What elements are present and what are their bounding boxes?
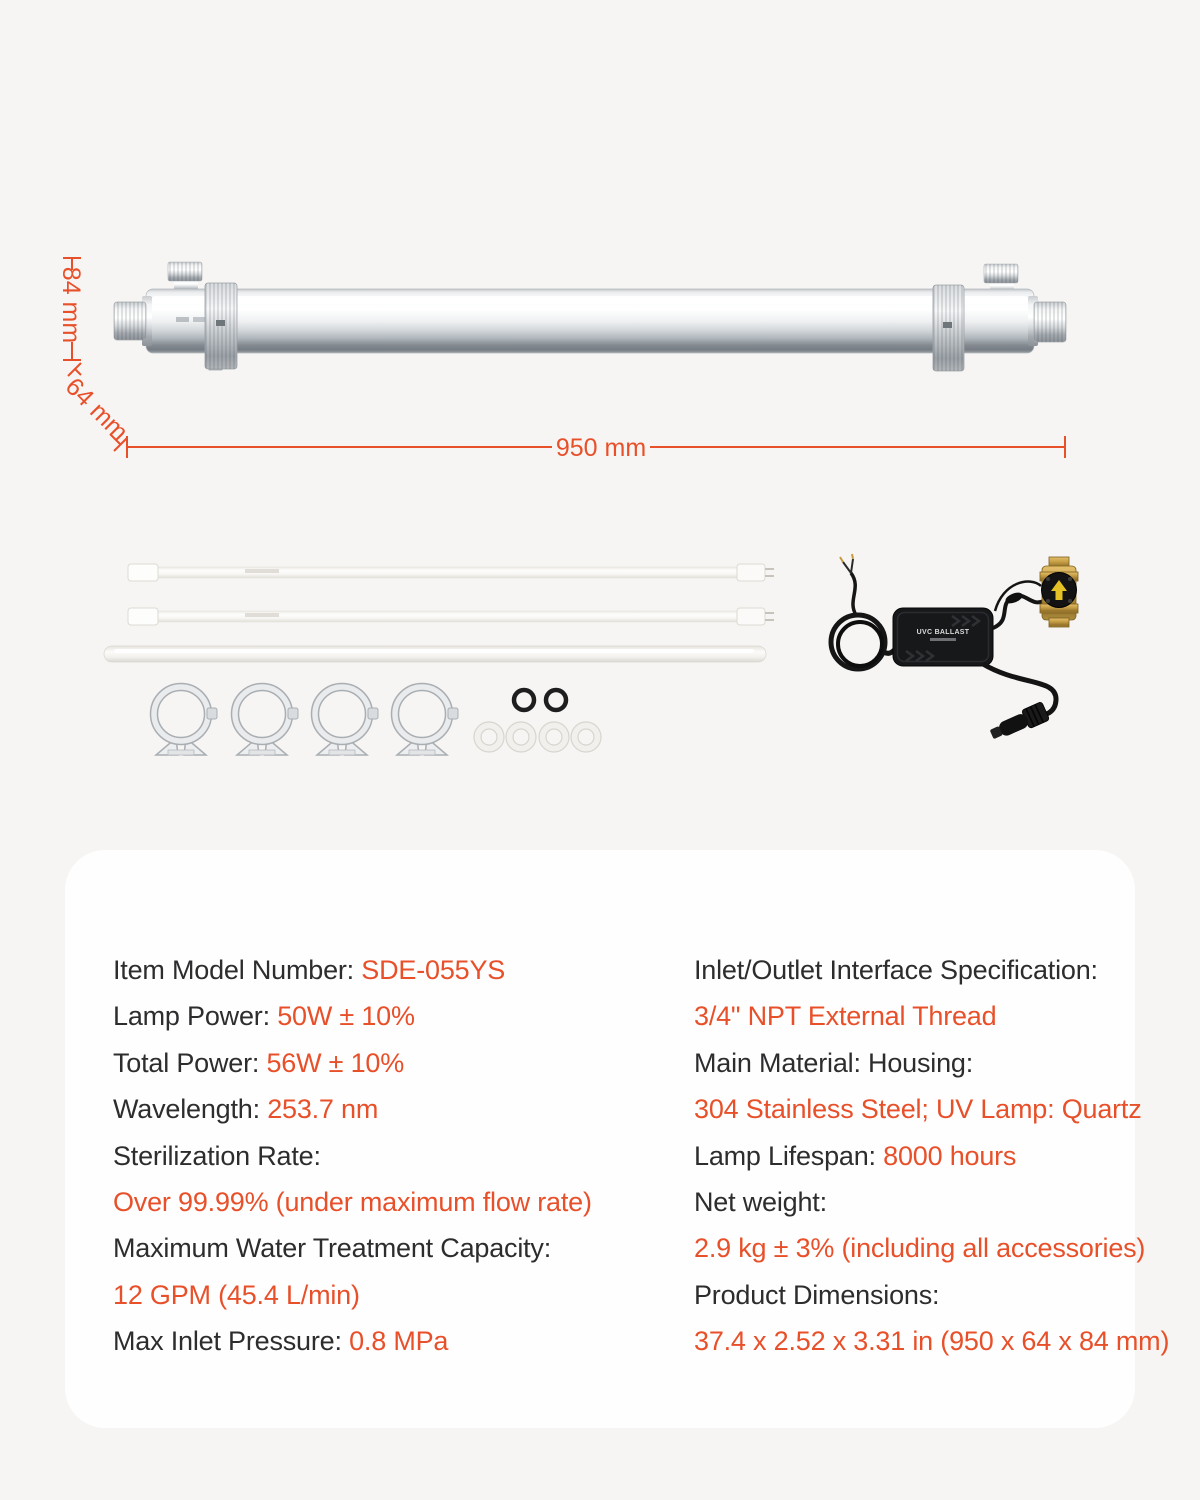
spec-value: 0.8 MPa <box>349 1326 449 1357</box>
spec-row-model <box>113 947 673 993</box>
mounting-clamp-2 <box>232 684 299 756</box>
spec-label: Wavelength: <box>113 1094 268 1125</box>
uv-lamp-2 <box>128 608 774 625</box>
dimension-length-label: 950 mm <box>555 434 647 462</box>
spec-label: Sterilization Rate: <box>113 1140 321 1171</box>
mounting-clamp-4 <box>392 684 459 756</box>
spec-row-dimensions-value <box>694 1318 1170 1364</box>
spec-value: SDE-055YS <box>361 955 506 985</box>
spec-label: Inlet/Outlet Interface Specification: <box>694 955 1098 985</box>
spec-label: Total Power: <box>113 1047 267 1078</box>
dimension-length <box>127 434 1065 462</box>
mounting-clamp-3 <box>312 684 379 756</box>
spec-row-wavelength <box>113 1086 673 1132</box>
spec-row-sterilization-rate-value <box>113 1179 673 1225</box>
spec-value: Over 99.99% (under maximum flow rate) <box>113 1187 592 1218</box>
spec-row-material-label <box>694 1040 1124 1086</box>
spec-value: 8000 hours <box>883 1140 1017 1171</box>
spec-row-net-weight-value <box>694 1225 1146 1271</box>
spec-value: 3/4" NPT External Thread <box>694 1001 997 1032</box>
spec-row-sterilization-rate-label <box>113 1133 673 1179</box>
dimension-depth-label: 64 mm <box>59 372 134 447</box>
ballast-assembly <box>831 554 1078 744</box>
spec-row-dimensions-label <box>694 1272 1124 1318</box>
chamber-left-clamp <box>205 283 237 370</box>
chamber-inlet-port <box>168 262 202 292</box>
mounting-clamp-1 <box>151 684 218 756</box>
uv-chamber-illustration <box>114 262 1066 371</box>
spec-row-total-power <box>113 1040 673 1086</box>
spec-column-left <box>113 947 673 1365</box>
white-washers <box>474 722 601 752</box>
spec-label: Lamp Lifespan: <box>694 1140 884 1171</box>
spec-label: Item Model Number: <box>113 955 362 985</box>
spec-column-right <box>694 947 1170 1365</box>
quartz-sleeve <box>104 646 766 662</box>
spec-value: 2.9 kg ± 3% (including all accessories) <box>694 1233 1146 1264</box>
accessories <box>104 554 1078 755</box>
ballast-box <box>893 608 993 666</box>
spec-value: 56W ± 10% <box>266 1047 405 1078</box>
black-o-rings <box>514 690 566 710</box>
spec-row-interface-label <box>694 947 1124 993</box>
spec-row-interface-value <box>694 993 1124 1039</box>
spec-row-net-weight-label <box>694 1179 1124 1225</box>
spec-label: Main Material: Housing: <box>694 1047 974 1078</box>
spec-value: 253.7 nm <box>267 1094 379 1125</box>
spec-value: 37.4 x 2.52 x 3.31 in (950 x 64 x 84 mm) <box>694 1326 1170 1357</box>
spec-row-material-value <box>694 1086 1142 1132</box>
spec-row-capacity-label <box>113 1225 673 1271</box>
spec-label: Maximum Water Treatment Capacity: <box>113 1233 552 1264</box>
chamber-left-thread-fitting <box>114 296 152 346</box>
chamber-right-clamp <box>933 285 964 371</box>
spec-row-capacity-value <box>113 1272 673 1318</box>
ballast-label: UVC BALLAST <box>916 629 970 636</box>
spec-row-lamp-lifespan <box>694 1133 1124 1179</box>
spec-label: Net weight: <box>694 1187 827 1218</box>
dimension-height <box>57 258 85 360</box>
spec-row-max-inlet-pressure <box>113 1318 673 1364</box>
lamp-connector-plug <box>988 701 1050 743</box>
dimension-height-label: 84 mm <box>57 266 85 344</box>
specifications-card <box>65 850 1170 1428</box>
spec-label: Product Dimensions: <box>694 1279 940 1310</box>
spec-value: 304 Stainless Steel; UV Lamp: Quartz <box>694 1094 1142 1125</box>
spec-value: 12 GPM (45.4 L/min) <box>113 1279 360 1310</box>
dimension-depth <box>60 363 134 451</box>
uv-lamp-1 <box>128 564 774 581</box>
flow-switch <box>1040 557 1078 627</box>
spec-row-lamp-power <box>113 993 673 1039</box>
spec-value: 50W ± 10% <box>277 1001 415 1032</box>
spec-label: Lamp Power: <box>113 1001 278 1032</box>
chamber-right-thread-fitting <box>1028 296 1066 346</box>
spec-label: Max Inlet Pressure: <box>113 1326 350 1357</box>
